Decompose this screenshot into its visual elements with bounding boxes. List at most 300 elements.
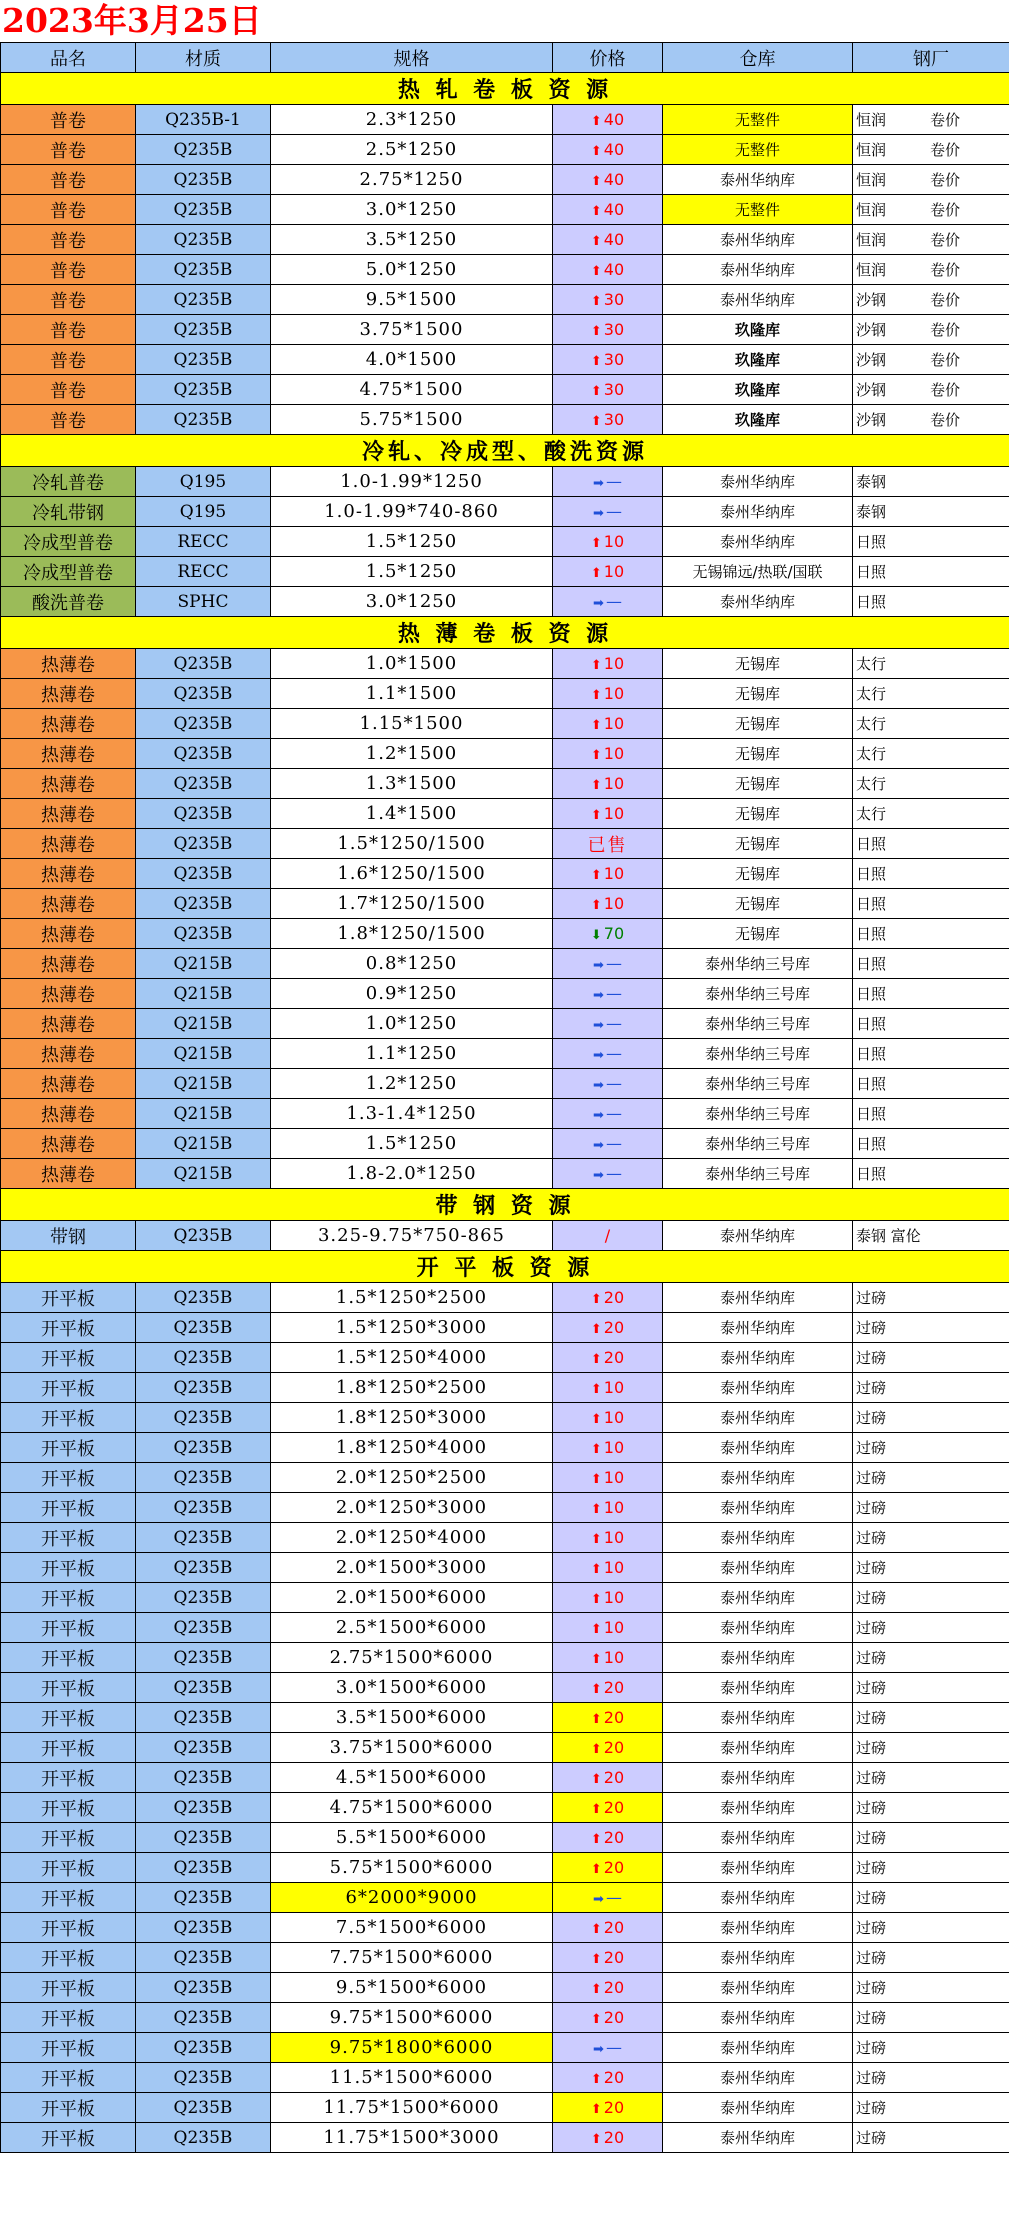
product-name: 普卷 — [1, 405, 136, 435]
price-value: 40 — [603, 230, 625, 249]
mill-name: 过磅 — [856, 2099, 887, 2117]
steel-mill — [853, 497, 1009, 527]
warehouse: 泰州华纳库 — [663, 2093, 853, 2123]
mill-name: 日照 — [856, 1075, 887, 1093]
mill-name: 过磅 — [856, 1469, 887, 1487]
table-row — [1, 2003, 1009, 2033]
price-value: — — [605, 472, 622, 491]
price-value: 10 — [603, 532, 625, 551]
material: Q215B — [136, 1099, 271, 1129]
warehouse: 无整件 — [663, 195, 853, 225]
mill-name: 过磅 — [856, 1739, 887, 1757]
material: Q235B — [136, 1283, 271, 1313]
table-row — [1, 375, 1009, 405]
product-name: 开平板 — [1, 2063, 136, 2093]
warehouse: 泰州华纳库 — [663, 1343, 853, 1373]
steel-mill — [853, 195, 1009, 225]
warehouse: 无锡库 — [663, 919, 853, 949]
warehouse: 泰州华纳库 — [663, 2123, 853, 2153]
product-name: 开平板 — [1, 2033, 136, 2063]
price-cell — [553, 1313, 663, 1343]
trend-up-arrow-icon: ⬆ — [590, 778, 602, 793]
material: Q235B — [136, 2123, 271, 2153]
specification: 1.3*1500 — [271, 769, 553, 799]
specification: 4.75*1500 — [271, 375, 553, 405]
mill-name: 过磅 — [856, 1319, 887, 1337]
trend-up-arrow-icon: ⬆ — [590, 384, 602, 399]
specification: 1.0-1.99*740-860 — [271, 497, 553, 527]
specification: 3.5*1250 — [271, 225, 553, 255]
trend-up-arrow-icon: ⬆ — [590, 1742, 602, 1757]
product-name: 热薄卷 — [1, 859, 136, 889]
price-cell — [553, 979, 663, 1009]
price-cell — [553, 225, 663, 255]
product-name: 开平板 — [1, 1943, 136, 1973]
page-title: 2023年3月25日 — [2, 1, 262, 40]
specification: 1.1*1500 — [271, 679, 553, 709]
price-cell — [553, 135, 663, 165]
material: RECC — [136, 557, 271, 587]
price-cell — [553, 195, 663, 225]
product-name: 开平板 — [1, 1313, 136, 1343]
material: Q235B — [136, 889, 271, 919]
price-cell — [553, 2063, 663, 2093]
mill-name: 过磅 — [856, 1289, 887, 1307]
steel-mill — [853, 919, 1009, 949]
mill-name: 日照 — [856, 865, 887, 883]
material: Q235B — [136, 859, 271, 889]
material: Q235B — [136, 709, 271, 739]
steel-mill — [853, 1009, 1009, 1039]
price-cell — [553, 1613, 663, 1643]
warehouse: 无锡库 — [663, 679, 853, 709]
material: Q235B — [136, 769, 271, 799]
table-row — [1, 649, 1009, 679]
product-name: 开平板 — [1, 1403, 136, 1433]
mill-name: 日照 — [856, 593, 887, 611]
material: Q235B — [136, 225, 271, 255]
price-value: 20 — [603, 1918, 625, 1937]
price-cell — [553, 315, 663, 345]
warehouse: 泰州华纳库 — [663, 1643, 853, 1673]
material: Q235B — [136, 1403, 271, 1433]
table-row — [1, 1343, 1009, 1373]
price-cell — [553, 1433, 663, 1463]
header-mill: 钢厂 — [853, 43, 1009, 73]
price-value: 10 — [603, 864, 625, 883]
product-name: 普卷 — [1, 195, 136, 225]
table-row — [1, 1943, 1009, 1973]
table-row — [1, 1703, 1009, 1733]
material: Q235B — [136, 345, 271, 375]
table-row — [1, 1221, 1009, 1251]
product-name: 热薄卷 — [1, 829, 136, 859]
steel-mill — [853, 405, 1009, 435]
product-name: 开平板 — [1, 1493, 136, 1523]
product-name: 开平板 — [1, 1583, 136, 1613]
trend-up-arrow-icon: ⬆ — [590, 718, 602, 733]
price-value: 10 — [603, 1378, 625, 1397]
specification: 4.75*1500*6000 — [271, 1793, 553, 1823]
trend-up-arrow-icon: ⬆ — [590, 1712, 602, 1727]
trend-up-arrow-icon: ⬆ — [590, 1952, 602, 1967]
price-cell — [553, 105, 663, 135]
section-header — [1, 73, 1009, 105]
product-name: 普卷 — [1, 255, 136, 285]
price-cell — [553, 1823, 663, 1853]
product-name: 开平板 — [1, 1673, 136, 1703]
price-value: 20 — [603, 1738, 625, 1757]
warehouse: 泰州华纳库 — [663, 1283, 853, 1313]
price-value: 10 — [603, 714, 625, 733]
steel-mill — [853, 2003, 1009, 2033]
trend-up-arrow-icon: ⬆ — [590, 2072, 602, 2087]
specification: 2.5*1250 — [271, 135, 553, 165]
warehouse: 泰州华纳三号库 — [663, 1099, 853, 1129]
steel-mill — [853, 1129, 1009, 1159]
price-cell — [553, 859, 663, 889]
mill-name: 过磅 — [856, 1769, 887, 1787]
warehouse: 泰州华纳三号库 — [663, 1069, 853, 1099]
table-row — [1, 859, 1009, 889]
mill-name: 日照 — [856, 563, 887, 581]
mill-name: 过磅 — [856, 1949, 887, 1967]
table-row — [1, 1853, 1009, 1883]
table-row — [1, 889, 1009, 919]
warehouse: 泰州华纳库 — [663, 1523, 853, 1553]
warehouse: 泰州华纳库 — [663, 1763, 853, 1793]
specification: 3.75*1500 — [271, 315, 553, 345]
price-cell — [553, 1283, 663, 1313]
price-value: 20 — [603, 1978, 625, 1997]
specification: 1.6*1250/1500 — [271, 859, 553, 889]
steel-mill — [853, 1403, 1009, 1433]
warehouse: 泰州华纳库 — [663, 1463, 853, 1493]
material: Q235B — [136, 285, 271, 315]
warehouse: 泰州华纳库 — [663, 1493, 853, 1523]
price-cell — [553, 889, 663, 919]
material: Q235B — [136, 1673, 271, 1703]
table-row — [1, 1553, 1009, 1583]
trend-down-arrow-icon: ⬇ — [590, 928, 602, 943]
mill-note: 卷价 — [930, 141, 961, 159]
steel-mill — [853, 1733, 1009, 1763]
material: Q235B — [136, 315, 271, 345]
warehouse: 泰州华纳库 — [663, 1823, 853, 1853]
price-cell — [553, 1733, 663, 1763]
warehouse: 泰州华纳库 — [663, 1943, 853, 1973]
warehouse: 无整件 — [663, 135, 853, 165]
specification: 1.5*1250/1500 — [271, 829, 553, 859]
mill-name: 恒润 — [856, 111, 887, 129]
product-name: 热薄卷 — [1, 1159, 136, 1189]
mill-name: 过磅 — [856, 1979, 887, 1997]
price-cell — [553, 375, 663, 405]
price-cell — [553, 1643, 663, 1673]
mill-name: 沙钢 — [856, 381, 887, 399]
mill-name: 过磅 — [856, 1559, 887, 1577]
material: Q235B — [136, 1973, 271, 2003]
specification: 5.5*1500*6000 — [271, 1823, 553, 1853]
price-value: 30 — [603, 290, 625, 309]
specification: 2.3*1250 — [271, 105, 553, 135]
steel-mill — [853, 1343, 1009, 1373]
product-name: 开平板 — [1, 1853, 136, 1883]
table-row — [1, 1159, 1009, 1189]
price-cell — [553, 1221, 663, 1251]
steel-mill — [853, 829, 1009, 859]
price-cell — [553, 255, 663, 285]
price-cell — [553, 527, 663, 557]
mill-note: 卷价 — [930, 201, 961, 219]
material: Q235B — [136, 195, 271, 225]
specification: 3.0*1500*6000 — [271, 1673, 553, 1703]
material: Q215B — [136, 1069, 271, 1099]
price-cell — [553, 1343, 663, 1373]
price-value: 40 — [603, 260, 625, 279]
steel-mill — [853, 1763, 1009, 1793]
price-value: 70 — [603, 924, 625, 943]
table-row — [1, 1973, 1009, 2003]
steel-mill — [853, 679, 1009, 709]
steel-mill — [853, 1523, 1009, 1553]
product-name: 普卷 — [1, 285, 136, 315]
price-value: 20 — [603, 1798, 625, 1817]
material: Q235B — [136, 2003, 271, 2033]
warehouse: 无锡库 — [663, 649, 853, 679]
product-name: 热薄卷 — [1, 949, 136, 979]
steel-mill — [853, 1913, 1009, 1943]
trend-up-arrow-icon: ⬆ — [590, 808, 602, 823]
trend-flat-arrow-icon: ➡ — [593, 958, 604, 973]
mill-name: 过磅 — [856, 2009, 887, 2027]
price-value: 10 — [603, 654, 625, 673]
mill-name: 过磅 — [856, 1439, 887, 1457]
table-row — [1, 1313, 1009, 1343]
table-row — [1, 769, 1009, 799]
price-value: — — [605, 502, 622, 521]
steel-mill — [853, 1853, 1009, 1883]
price-value: 30 — [603, 350, 625, 369]
mill-name: 过磅 — [856, 1499, 887, 1517]
table-row — [1, 2123, 1009, 2153]
table-row — [1, 1883, 1009, 1913]
specification: 5.75*1500*6000 — [271, 1853, 553, 1883]
specification: 9.75*1800*6000 — [271, 2033, 553, 2063]
steel-mill — [853, 1039, 1009, 1069]
product-name: 冷成型普卷 — [1, 527, 136, 557]
trend-up-arrow-icon: ⬆ — [590, 2012, 602, 2027]
steel-mill — [853, 165, 1009, 195]
product-name: 热薄卷 — [1, 889, 136, 919]
table-row — [1, 1433, 1009, 1463]
warehouse: 泰州华纳库 — [663, 587, 853, 617]
product-name: 普卷 — [1, 375, 136, 405]
trend-up-arrow-icon: ⬆ — [590, 1622, 602, 1637]
trend-flat-arrow-icon: ➡ — [593, 1892, 604, 1907]
specification: 1.8*1250*2500 — [271, 1373, 553, 1403]
specification: 11.75*1500*3000 — [271, 2123, 553, 2153]
material: Q235B — [136, 1883, 271, 1913]
material: Q235B-1 — [136, 105, 271, 135]
warehouse: 泰州华纳库 — [663, 1403, 853, 1433]
specification: 7.75*1500*6000 — [271, 1943, 553, 1973]
specification: 1.8-2.0*1250 — [271, 1159, 553, 1189]
price-cell — [553, 1853, 663, 1883]
steel-mill — [853, 1313, 1009, 1343]
material: Q235B — [136, 1643, 271, 1673]
steel-mill — [853, 1673, 1009, 1703]
table-row — [1, 1613, 1009, 1643]
steel-mill — [853, 709, 1009, 739]
price-cell — [553, 1943, 663, 1973]
specification: 0.8*1250 — [271, 949, 553, 979]
table-row — [1, 2093, 1009, 2123]
table-row — [1, 949, 1009, 979]
mill-name: 泰钢 — [856, 503, 887, 521]
mill-name: 过磅 — [856, 2069, 887, 2087]
material: Q235B — [136, 1433, 271, 1463]
specification: 2.0*1250*3000 — [271, 1493, 553, 1523]
price-value: 20 — [603, 1768, 625, 1787]
price-value: 40 — [603, 110, 625, 129]
steel-mill — [853, 2123, 1009, 2153]
product-name: 开平板 — [1, 1463, 136, 1493]
material: Q235B — [136, 255, 271, 285]
trend-up-arrow-icon: ⬆ — [590, 1682, 602, 1697]
price-cell — [553, 2033, 663, 2063]
mill-name: 过磅 — [856, 1349, 887, 1367]
warehouse: 无锡库 — [663, 769, 853, 799]
product-name: 冷轧带钢 — [1, 497, 136, 527]
product-name: 热薄卷 — [1, 739, 136, 769]
price-value: 10 — [603, 1648, 625, 1667]
price-cell — [553, 557, 663, 587]
price-cell — [553, 1673, 663, 1703]
specification: 1.8*1250*3000 — [271, 1403, 553, 1433]
table-row — [1, 1643, 1009, 1673]
warehouse: 泰州华纳三号库 — [663, 1159, 853, 1189]
specification: 9.5*1500 — [271, 285, 553, 315]
trend-up-arrow-icon: ⬆ — [590, 536, 602, 551]
warehouse: 泰州华纳库 — [663, 2033, 853, 2063]
section-header — [1, 1251, 1009, 1283]
mill-name: 恒润 — [856, 261, 887, 279]
specification: 1.0*1250 — [271, 1009, 553, 1039]
specification: 3.0*1250 — [271, 195, 553, 225]
trend-up-arrow-icon: ⬆ — [590, 1832, 602, 1847]
trend-flat-arrow-icon: ➡ — [593, 1168, 604, 1183]
specification: 1.5*1250 — [271, 1129, 553, 1159]
material: Q215B — [136, 979, 271, 1009]
steel-mill — [853, 859, 1009, 889]
material: Q235B — [136, 1763, 271, 1793]
steel-mill — [853, 1159, 1009, 1189]
material: Q235B — [136, 1613, 271, 1643]
material: Q235B — [136, 1823, 271, 1853]
trend-up-arrow-icon: ⬆ — [590, 324, 602, 339]
trend-up-arrow-icon: ⬆ — [590, 1292, 602, 1307]
table-row — [1, 315, 1009, 345]
specification: 5.75*1500 — [271, 405, 553, 435]
product-name: 冷成型普卷 — [1, 557, 136, 587]
warehouse: 无锡库 — [663, 889, 853, 919]
price-value: 20 — [603, 1858, 625, 1877]
product-name: 热薄卷 — [1, 1099, 136, 1129]
warehouse: 无锡库 — [663, 799, 853, 829]
material: Q235B — [136, 375, 271, 405]
material: Q215B — [136, 1009, 271, 1039]
warehouse: 泰州华纳库 — [663, 2063, 853, 2093]
specification: 4.0*1500 — [271, 345, 553, 375]
price-cell — [553, 709, 663, 739]
trend-up-arrow-icon: ⬆ — [590, 294, 602, 309]
steel-mill — [853, 527, 1009, 557]
specification: 11.5*1500*6000 — [271, 2063, 553, 2093]
product-name: 开平板 — [1, 1433, 136, 1463]
price-value: 20 — [603, 1348, 625, 1367]
trend-up-arrow-icon: ⬆ — [590, 1982, 602, 1997]
material: Q235B — [136, 1523, 271, 1553]
material: Q235B — [136, 165, 271, 195]
header-name: 品名 — [1, 43, 136, 73]
material: Q235B — [136, 1221, 271, 1251]
material: Q215B — [136, 1159, 271, 1189]
specification: 2.0*1500*6000 — [271, 1583, 553, 1613]
product-name: 开平板 — [1, 2123, 136, 2153]
product-name: 开平板 — [1, 1703, 136, 1733]
price-cell — [553, 1129, 663, 1159]
table-row — [1, 709, 1009, 739]
table-row — [1, 225, 1009, 255]
warehouse: 玖隆库 — [663, 405, 853, 435]
mill-name: 日照 — [856, 955, 887, 973]
warehouse: 泰州华纳三号库 — [663, 1009, 853, 1039]
steel-mill — [853, 1433, 1009, 1463]
price-value: 30 — [603, 410, 625, 429]
price-cell — [553, 1553, 663, 1583]
product-name: 开平板 — [1, 1553, 136, 1583]
price-value: 10 — [603, 1438, 625, 1457]
warehouse: 无锡锦远/热联/国联 — [663, 557, 853, 587]
specification: 1.7*1250/1500 — [271, 889, 553, 919]
price-value: 20 — [603, 2098, 625, 2117]
material: Q235B — [136, 829, 271, 859]
product-name: 开平板 — [1, 1373, 136, 1403]
specification: 2.75*1250 — [271, 165, 553, 195]
warehouse: 泰州华纳三号库 — [663, 979, 853, 1009]
product-name: 热薄卷 — [1, 1039, 136, 1069]
price-value: / — [604, 1226, 611, 1245]
price-value: 10 — [603, 894, 625, 913]
specification: 3.75*1500*6000 — [271, 1733, 553, 1763]
product-name: 热薄卷 — [1, 919, 136, 949]
warehouse: 泰州华纳库 — [663, 1373, 853, 1403]
price-cell — [553, 1793, 663, 1823]
warehouse: 泰州华纳库 — [663, 1613, 853, 1643]
trend-up-arrow-icon: ⬆ — [590, 688, 602, 703]
mill-name: 恒润 — [856, 231, 887, 249]
warehouse: 泰州华纳库 — [663, 1673, 853, 1703]
section-title: 开 平 板 资 源 — [1, 1251, 1009, 1283]
price-cell — [553, 1403, 663, 1433]
specification: 3.25-9.75*750-865 — [271, 1221, 553, 1251]
trend-flat-arrow-icon: ➡ — [593, 506, 604, 521]
price-cell — [553, 1583, 663, 1613]
mill-name: 日照 — [856, 1135, 887, 1153]
warehouse: 泰州华纳库 — [663, 1913, 853, 1943]
steel-mill — [853, 889, 1009, 919]
